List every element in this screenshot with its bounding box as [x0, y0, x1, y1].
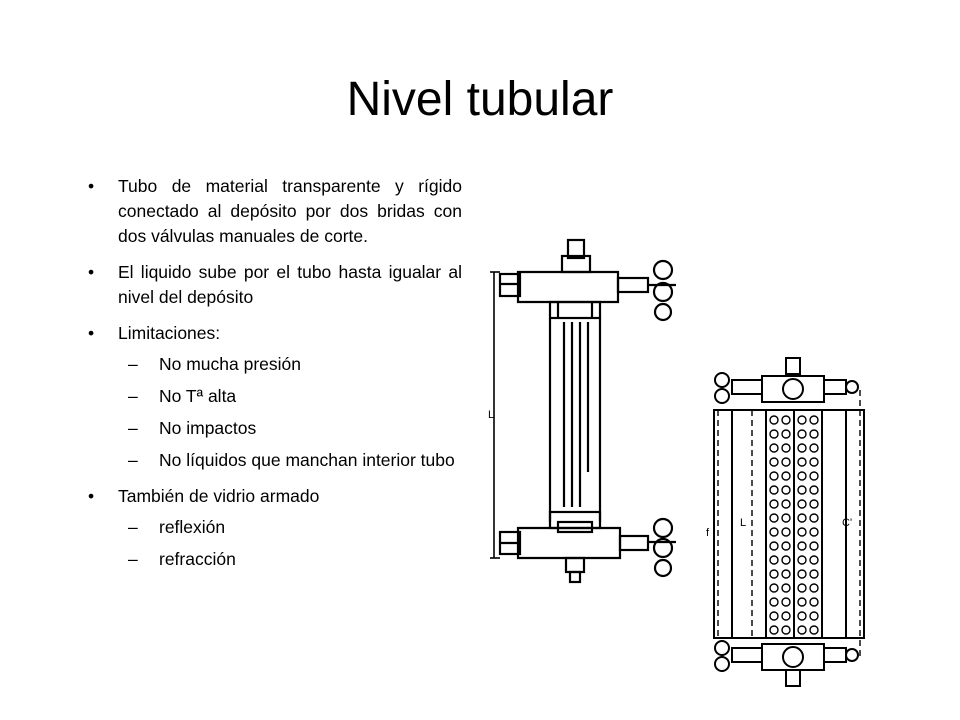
bolt-mark — [798, 570, 806, 578]
bolt-mark — [798, 528, 806, 536]
bolt-mark — [770, 626, 778, 634]
bolt-mark — [810, 528, 818, 536]
bullet-item: • Limitaciones: — [88, 321, 462, 346]
bolt-mark — [782, 584, 790, 592]
bolt-mark — [810, 612, 818, 620]
bolt-mark — [810, 472, 818, 480]
bullet-item: • El liquido sube por el tubo hasta igualar al nivel del depósito — [88, 260, 462, 310]
bolt-mark — [798, 542, 806, 550]
bolt-mark — [798, 458, 806, 466]
sub-bullet-item: – No impactos — [88, 416, 462, 441]
bolt-mark — [770, 584, 778, 592]
bolt-mark — [782, 430, 790, 438]
bolt-mark — [810, 584, 818, 592]
bullet-item: • También de vidrio armado — [88, 484, 462, 509]
bolt-mark — [798, 556, 806, 564]
sub-bullet-item: – No Tª alta — [88, 384, 462, 409]
bolt-mark — [770, 430, 778, 438]
bolt-mark — [798, 416, 806, 424]
bolt-mark — [782, 626, 790, 634]
bolt-mark — [770, 556, 778, 564]
bolt-mark — [770, 486, 778, 494]
bolt-mark — [782, 570, 790, 578]
slide-title: Nivel tubular — [346, 73, 614, 126]
bolt-mark — [782, 472, 790, 480]
bolt-mark — [770, 514, 778, 522]
bolt-mark — [810, 556, 818, 564]
bolt-mark — [770, 458, 778, 466]
bolt-mark — [798, 430, 806, 438]
bolt-mark — [782, 444, 790, 452]
bolt-mark — [798, 598, 806, 606]
bolt-mark — [782, 500, 790, 508]
bullet-item: • Tubo de material transparente y rígido conectado al depósito por dos bridas con dos válvulas manuales de corte. — [88, 174, 462, 249]
bolt-mark — [798, 500, 806, 508]
bolt-mark — [798, 486, 806, 494]
bolt-mark — [782, 598, 790, 606]
sub-bullet-item: – No líquidos que manchan interior tubo — [88, 448, 462, 473]
tubular-level-gauge-diagram — [488, 232, 688, 592]
bolt-mark — [798, 472, 806, 480]
bolt-mark — [770, 416, 778, 424]
bolt-mark — [782, 486, 790, 494]
bolt-mark — [798, 612, 806, 620]
sub-bullet-item: – reflexión — [88, 515, 462, 540]
bolt-mark — [798, 584, 806, 592]
bolt-mark — [798, 514, 806, 522]
sub-bullet-item: – refracción — [88, 547, 462, 572]
bolt-mark — [770, 598, 778, 606]
bolt-mark — [810, 430, 818, 438]
bolt-mark — [770, 542, 778, 550]
bolt-mark — [782, 556, 790, 564]
bolt-mark — [810, 500, 818, 508]
bolt-mark — [810, 570, 818, 578]
bolt-mark — [782, 458, 790, 466]
bullet-list — [88, 174, 462, 579]
bolt-mark — [798, 444, 806, 452]
bolt-mark — [770, 528, 778, 536]
bolt-mark — [810, 458, 818, 466]
bolt-mark — [810, 542, 818, 550]
bolt-mark — [810, 416, 818, 424]
bolt-mark — [810, 514, 818, 522]
bolt-mark — [770, 500, 778, 508]
bolt-mark — [770, 444, 778, 452]
bolt-mark — [782, 514, 790, 522]
bolt-mark — [810, 626, 818, 634]
bolt-mark — [810, 444, 818, 452]
bolt-mark — [782, 542, 790, 550]
dimension-label: L — [740, 517, 747, 529]
sub-bullet-item: – No mucha presión — [88, 352, 462, 377]
bolt-mark — [782, 612, 790, 620]
bolt-mark — [810, 598, 818, 606]
bolt-mark — [770, 570, 778, 578]
dimension-label: C' — [842, 517, 853, 529]
dimension-label: f — [706, 527, 710, 539]
bolt-mark — [770, 612, 778, 620]
bolt-mark — [782, 416, 790, 424]
bolt-mark — [782, 528, 790, 536]
armoured-glass-level-gauge-diagram — [692, 350, 872, 715]
bolt-mark — [798, 626, 806, 634]
bolt-mark — [810, 486, 818, 494]
dimension-label: L — [488, 409, 495, 421]
bolt-mark — [770, 472, 778, 480]
